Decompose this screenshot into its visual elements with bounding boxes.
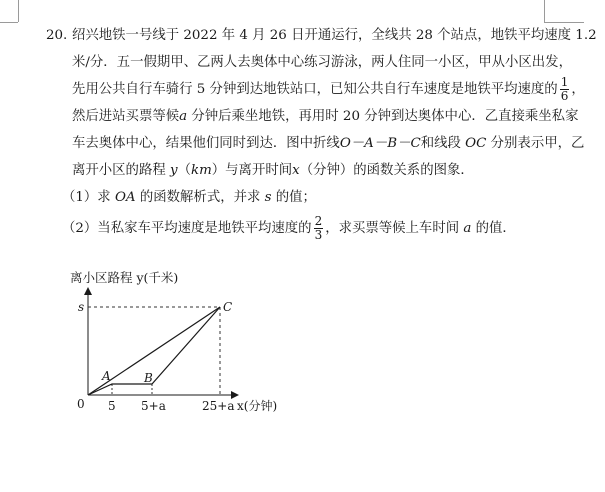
label-origin: 0 <box>77 397 85 411</box>
question-1: （1）求 OA 的函数解析式，并求 s 的值； <box>62 190 316 205</box>
tick-5-plus-a: 5+a <box>141 399 166 413</box>
point-B: B <box>144 371 153 385</box>
label-s: s <box>78 300 85 314</box>
fraction-one-sixth: $\frac{1}{6}$ <box>560 75 569 103</box>
figure-y-axis-title: 离小区路程 y(千米) <box>70 270 179 285</box>
point-C: C <box>223 300 233 314</box>
problem-line-4: 然后进站买票等候a 分钟后乘坐地铁，再用时 20 分钟到达奥体中心．乙直接乘坐私家 <box>72 109 579 124</box>
tick-25-plus-a: 25+a <box>202 399 235 413</box>
problem-number: 20. <box>46 28 68 43</box>
segment-label: OC <box>465 136 487 151</box>
problem-line-1: 20. 绍兴地铁一号线于 2022 年 4 月 26 日开通运行，全线共 28 个站点，地铁平均速度 1.2 <box>46 22 561 49</box>
problem-line-2: 米/分．五一假期甲、乙两人去奥体中心练习游泳，两人住同一小区，甲从小区出发， <box>72 55 572 70</box>
problem-line-5: 车去奥体中心，结果他们同时到达．图中折线O－A－B－C和线段 OC 分别表示甲，乙 <box>72 136 585 151</box>
tick-5: 5 <box>108 399 116 413</box>
polyline-label: O－A－B－C <box>339 136 421 151</box>
x-axis-label: x(分钟) <box>237 399 278 413</box>
point-A: A <box>102 369 111 383</box>
problem-line-6: 离开小区的路程 y（km）与离开时间x（分钟）的函数关系的图象． <box>72 163 474 178</box>
problem-line-3: 先用公共自行车骑行 5 分钟到达地铁站口，已知公共自行车速度是地铁平均速度的 $\frac{1}{6}$ ， <box>72 75 585 103</box>
variable-a: a <box>179 109 188 124</box>
question-2: （2）当私家车平均速度是地铁平均速度的 $\frac{2}{3}$ ，求买票等候上车时间 a 的值． <box>62 214 516 242</box>
fraction-two-thirds: $\frac{2}{3}$ <box>314 214 323 242</box>
